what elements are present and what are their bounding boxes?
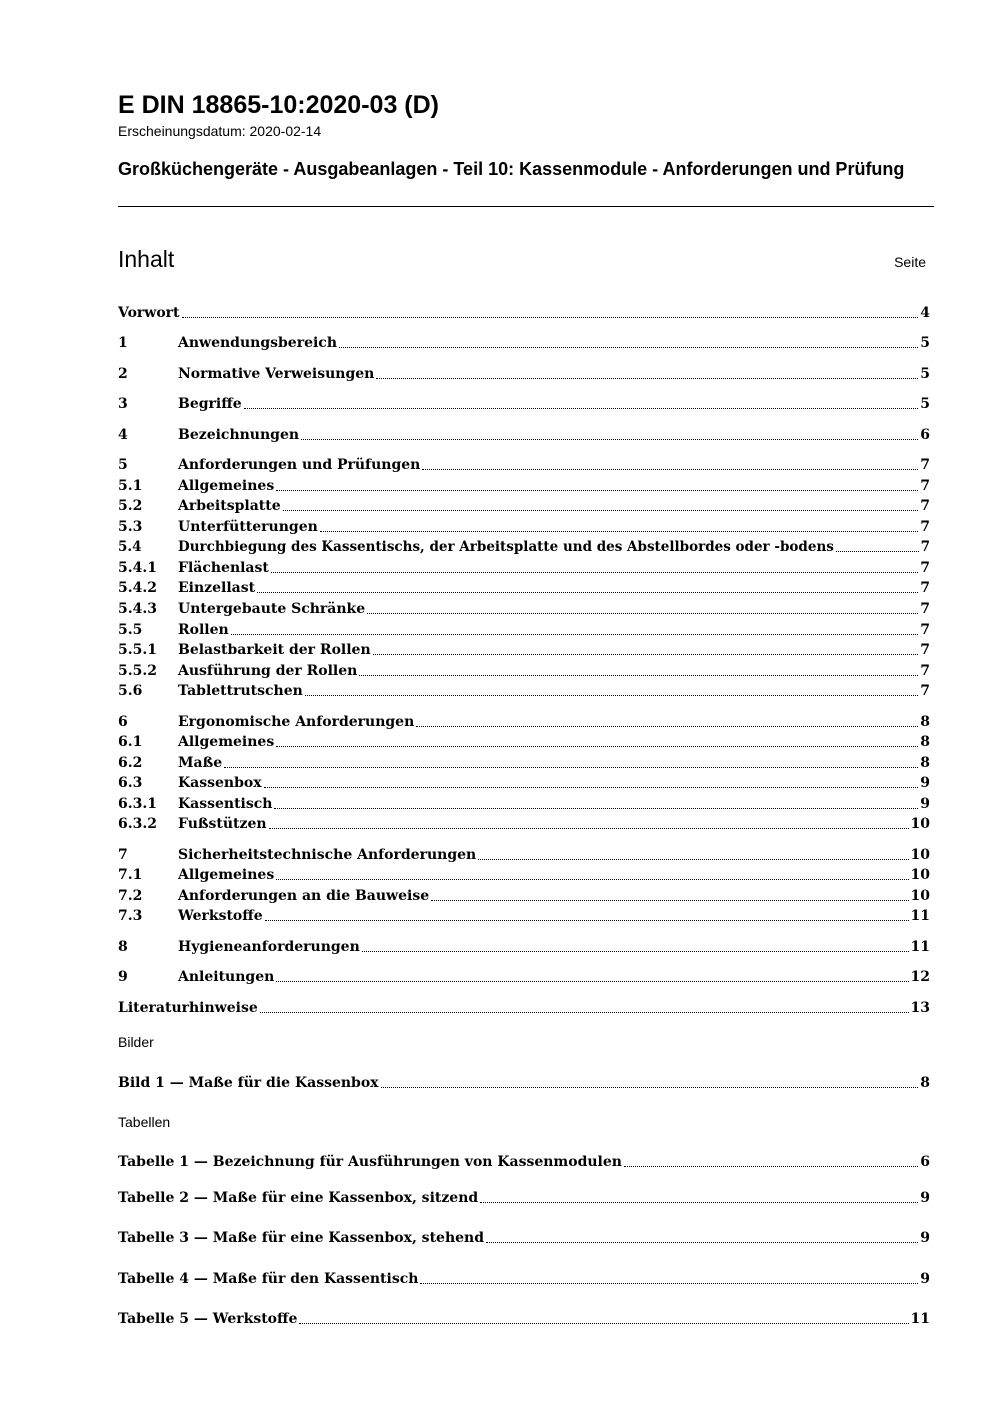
toc-entry-page: 10: [910, 888, 930, 904]
toc-entry-page: 8: [920, 755, 930, 771]
toc-entry-page: 7: [920, 683, 930, 699]
toc-entry-title: Fußstützen: [178, 816, 267, 832]
toc-entry-number: 5.4.1: [118, 560, 157, 576]
dot-leader: [276, 981, 908, 982]
toc-entry-number: 6.1: [118, 734, 143, 750]
toc-entry-page: 7: [920, 457, 930, 473]
toc-entry-page: 5: [920, 366, 930, 382]
toc-entry-page: 10: [910, 847, 930, 863]
toc-entry-page: 7: [920, 519, 930, 535]
toc-entry-title: Literaturhinweise: [118, 1000, 258, 1016]
dot-leader: [264, 787, 919, 788]
dot-leader: [381, 1087, 919, 1088]
toc-entry-title: Rollen: [178, 622, 229, 638]
table-entry-title: Tabelle 5 — Werkstoffe: [118, 1311, 298, 1327]
toc-entry-title: Kassenbox: [178, 775, 262, 791]
toc-entry-page: 6: [920, 427, 930, 443]
toc-entry-number: 5.3: [118, 519, 143, 535]
toc-entry-page: 9: [920, 796, 930, 812]
toc-entry-title: Arbeitsplatte: [178, 498, 281, 514]
table-entry-page: 9: [920, 1230, 930, 1246]
toc-entry-title: Bezeichnungen: [178, 427, 300, 443]
toc-entry-title: Sicherheitstechnische Anforderungen: [178, 847, 477, 863]
toc-entry-page: 12: [910, 969, 930, 985]
toc-heading: Inhalt: [118, 246, 175, 272]
dot-leader: [244, 408, 919, 409]
dot-leader: [301, 439, 918, 440]
toc-entry-title: Flächenlast: [178, 560, 269, 576]
dot-leader: [224, 767, 918, 768]
table-entry[interactable]: [118, 1227, 930, 1247]
figures-section-label: Bilder: [118, 1034, 154, 1050]
dot-leader: [269, 828, 909, 829]
table-entry-title: Tabelle 2 — Maße für eine Kassenbox, sitzend: [118, 1190, 479, 1206]
toc-entry-number: 1: [118, 335, 128, 351]
toc-entry-page: 5: [920, 335, 930, 351]
table-entry-page: 6: [920, 1154, 930, 1170]
toc-entry[interactable]: [118, 475, 930, 495]
toc-entry[interactable]: [118, 772, 930, 792]
toc-entry-number: 7.2: [118, 888, 143, 904]
toc-entry[interactable]: [118, 424, 930, 444]
toc-entry-number: 5.5.1: [118, 642, 157, 658]
toc-entry-title: Normative Verweisungen: [178, 366, 375, 382]
toc-entry[interactable]: [118, 813, 930, 833]
dot-leader: [422, 469, 918, 470]
figure-entry[interactable]: [118, 1072, 930, 1092]
toc-entry-title: Untergebaute Schränke: [178, 601, 366, 617]
toc-entry-number: 6.2: [118, 755, 143, 771]
dot-leader: [257, 592, 918, 593]
toc-entry-number: 7.1: [118, 867, 143, 883]
toc-entry-title: Allgemeines: [178, 867, 275, 883]
toc-entry-number: 9: [118, 969, 128, 985]
dot-leader: [359, 675, 918, 676]
dot-leader: [373, 654, 919, 655]
toc-entry-page: 4: [920, 305, 930, 321]
toc-entry-page: 9: [920, 775, 930, 791]
toc-entry-page: 13: [910, 1000, 930, 1016]
toc-entry-title: Unterfütterungen: [178, 519, 318, 535]
dot-leader: [276, 490, 918, 491]
dot-leader: [486, 1242, 918, 1243]
toc-entry-page: 7: [920, 601, 930, 617]
toc-entry-title: Kassentisch: [178, 796, 273, 812]
toc-entry[interactable]: [118, 516, 930, 536]
toc-entry[interactable]: [118, 363, 930, 383]
toc-entry-vorwort[interactable]: [118, 302, 930, 322]
toc-entry[interactable]: [118, 966, 930, 986]
toc-entry-page: 7: [920, 580, 930, 596]
dot-leader: [182, 317, 919, 318]
toc-entry[interactable]: [118, 332, 930, 352]
dot-leader: [478, 859, 908, 860]
toc-entry-page: 7: [920, 539, 930, 555]
toc-entry-page: 7: [920, 478, 930, 494]
toc-entry-number: 5.4: [118, 539, 142, 555]
toc-entry[interactable]: [118, 660, 930, 680]
toc-entry-number: 5.5: [118, 622, 143, 638]
toc-entry-number: 5.4.2: [118, 580, 157, 596]
toc-entry-number: 2: [118, 366, 128, 382]
toc-entry-page: 11: [910, 939, 930, 955]
toc-entry-page: 7: [920, 642, 930, 658]
dot-leader: [274, 808, 918, 809]
table-entry[interactable]: [118, 1268, 930, 1288]
dot-leader: [480, 1202, 918, 1203]
toc-entry-number: 8: [118, 939, 128, 955]
toc-entry-number: 5.6: [118, 683, 143, 699]
table-entry[interactable]: [118, 1308, 930, 1328]
toc-entry-page: 8: [920, 714, 930, 730]
toc-entry-number: 6: [118, 714, 128, 730]
dot-leader: [305, 695, 918, 696]
dot-leader: [420, 1283, 918, 1284]
toc-entry-page: 10: [910, 816, 930, 832]
toc-entry[interactable]: [118, 680, 930, 700]
toc-entry-page: 7: [920, 663, 930, 679]
figure-entry-page: 8: [920, 1075, 930, 1091]
dot-leader: [260, 1012, 909, 1013]
toc-entry-number: 7: [118, 847, 128, 863]
toc-entry[interactable]: [118, 495, 930, 515]
dot-leader: [320, 531, 918, 532]
table-entry-title: Tabelle 4 — Maße für den Kassentisch: [118, 1271, 419, 1287]
tables-section-label: Tabellen: [118, 1114, 171, 1130]
toc-entry-title: Einzellast: [178, 580, 256, 596]
dot-leader: [276, 879, 908, 880]
toc-entry[interactable]: [118, 936, 930, 956]
toc-entry-title: Anleitungen: [178, 969, 275, 985]
toc-entry[interactable]: [118, 731, 930, 751]
table-entry-page: 11: [910, 1311, 930, 1327]
dot-leader: [339, 347, 918, 348]
toc-entry-title: Allgemeines: [178, 734, 275, 750]
toc-entry-number: 7.3: [118, 908, 143, 924]
toc-entry-page: 7: [920, 560, 930, 576]
toc-entry-number: 6.3.1: [118, 796, 157, 812]
toc-entry-title: Anforderungen und Prüfungen: [178, 457, 421, 473]
dot-leader: [283, 510, 919, 511]
toc-entry[interactable]: [118, 844, 930, 864]
toc-entry[interactable]: [118, 598, 930, 618]
dot-leader: [624, 1166, 918, 1167]
toc-entry[interactable]: [118, 864, 930, 884]
toc-entry-page: 5: [920, 396, 930, 412]
toc-entry-title: Anwendungsbereich: [178, 335, 337, 351]
toc-entry[interactable]: [118, 536, 930, 556]
title-divider: [118, 206, 934, 207]
toc-entry[interactable]: [118, 454, 930, 474]
document-subtitle: Großküchengeräte - Ausgabeanlagen - Teil 10: Kassenmodule - Anforderungen und Prüfung: [118, 159, 905, 179]
toc-entry-title: Tablettrutschen: [178, 683, 303, 699]
toc-entry-page: 7: [920, 622, 930, 638]
toc-entry-title: Belastbarkeit der Rollen: [178, 642, 371, 658]
table-entry[interactable]: [118, 1151, 930, 1171]
table-entry-title: Tabelle 3 — Maße für eine Kassenbox, stehend: [118, 1230, 484, 1246]
toc-entry-title: Anforderungen an die Bauweise: [178, 888, 430, 904]
toc-entry-title: Hygieneanforderungen: [178, 939, 360, 955]
toc-entry-title: Durchbiegung des Kassentischs, der Arbeitsplatte und des Abstellbordes oder -bodens: [178, 539, 834, 555]
table-entry-title: Tabelle 1 — Bezeichnung für Ausführungen von Kassenmodulen: [118, 1154, 622, 1170]
toc-entry-number: 5.2: [118, 498, 143, 514]
dot-leader: [836, 551, 919, 552]
toc-entry-literaturhinweise[interactable]: [118, 997, 930, 1017]
dot-leader: [265, 920, 909, 921]
toc-entry[interactable]: [118, 885, 930, 905]
toc-entry-page: 11: [910, 908, 930, 924]
toc-entry-number: 5.5.2: [118, 663, 157, 679]
toc-entry-number: 5.4.3: [118, 601, 157, 617]
toc-entry[interactable]: [118, 639, 930, 659]
toc-entry[interactable]: [118, 393, 930, 413]
toc-entry[interactable]: [118, 577, 930, 597]
dot-leader: [276, 746, 918, 747]
toc-entry-title: Maße: [178, 755, 223, 771]
toc-entry[interactable]: [118, 619, 930, 639]
toc-entry[interactable]: [118, 711, 930, 731]
toc-entry-title: Allgemeines: [178, 478, 275, 494]
toc-entry[interactable]: [118, 557, 930, 577]
toc-entry[interactable]: [118, 793, 930, 813]
table-entry-page: 9: [920, 1190, 930, 1206]
toc-entry-title: Werkstoffe: [178, 908, 263, 924]
table-entry[interactable]: [118, 1187, 930, 1207]
toc-entry[interactable]: [118, 752, 930, 772]
toc-entry-number: 6.3: [118, 775, 143, 791]
toc-entry-number: 5: [118, 457, 128, 473]
toc-entry-number: 6.3.2: [118, 816, 157, 832]
toc-entry-title: Vorwort: [118, 305, 180, 321]
figure-entry-title: Bild 1 — Maße für die Kassenbox: [118, 1075, 379, 1091]
table-entry-page: 9: [920, 1271, 930, 1287]
document-title: E DIN 18865-10:2020-03 (D): [118, 91, 439, 119]
dot-leader: [431, 900, 908, 901]
dot-leader: [416, 726, 918, 727]
toc-entry-title: Begriffe: [178, 396, 242, 412]
toc-entry-page: 10: [910, 867, 930, 883]
toc-entry-number: 3: [118, 396, 128, 412]
dot-leader: [367, 613, 918, 614]
toc-entry-number: 5.1: [118, 478, 143, 494]
toc-entry-title: Ergonomische Anforderungen: [178, 714, 415, 730]
dot-leader: [231, 634, 919, 635]
dot-leader: [299, 1323, 908, 1324]
toc-entry-number: 4: [118, 427, 128, 443]
toc-entry-page: 7: [920, 498, 930, 514]
toc-entry-title: Ausführung der Rollen: [178, 663, 358, 679]
dot-leader: [362, 951, 909, 952]
dot-leader: [271, 572, 918, 573]
publication-date: Erscheinungsdatum: 2020-02-14: [118, 123, 322, 139]
toc-entry[interactable]: [118, 905, 930, 925]
page-column-label: Seite: [894, 254, 926, 270]
toc-entry-page: 8: [920, 734, 930, 750]
dot-leader: [376, 378, 918, 379]
